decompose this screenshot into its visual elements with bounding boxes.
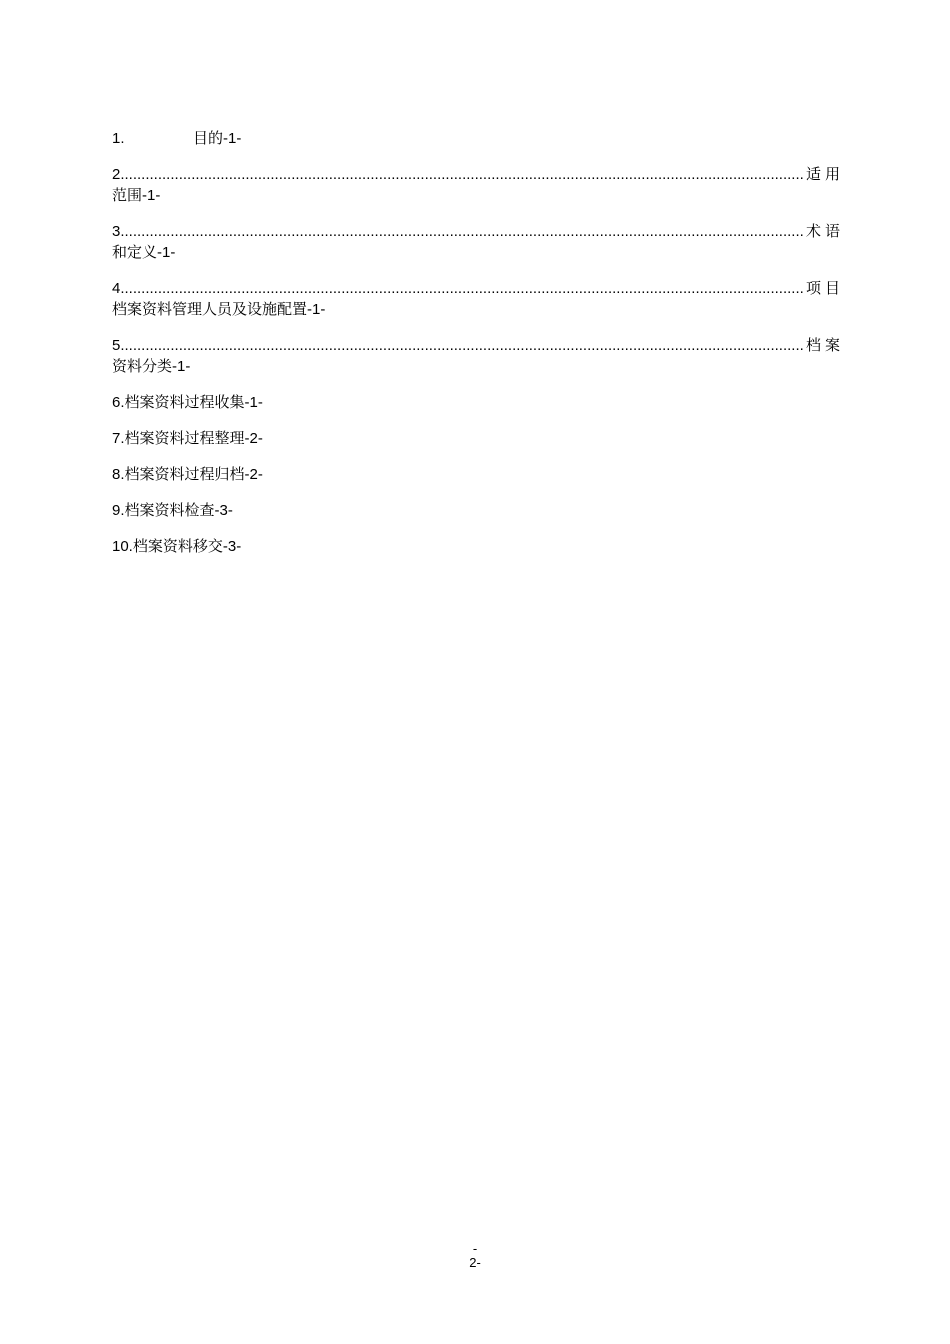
page-number-prefix: - (472, 1241, 478, 1256)
toc-entry-title-start: 项目 (805, 280, 844, 297)
toc-entry-title-start: 档案 (805, 337, 844, 354)
toc-entry-number: 4 (112, 280, 121, 297)
dot-leader (120, 278, 804, 299)
toc-entry-6[interactable]: 6.档案资料过程收集-1- (112, 394, 263, 411)
toc-entry-number: 1. (112, 130, 125, 147)
toc-entry-9[interactable]: 9.档案资料检查-3- (112, 502, 233, 519)
toc-entry-7[interactable]: 7.档案资料过程整理-2- (112, 430, 263, 447)
toc-entry-3[interactable] (112, 221, 844, 263)
toc-entry-4[interactable] (112, 278, 844, 320)
table-of-contents (112, 128, 844, 572)
toc-leader-line (112, 335, 844, 356)
toc-entry-number: 3 (112, 223, 121, 240)
dot-leader (120, 335, 804, 356)
toc-entry-10[interactable]: 10.档案资料移交-3- (112, 538, 242, 555)
toc-entry-title-start: 适用 (805, 166, 844, 183)
dot-leader (120, 221, 804, 242)
toc-entry-5[interactable] (112, 335, 844, 377)
page-footer (0, 1242, 950, 1270)
toc-entry-1[interactable] (112, 128, 840, 149)
toc-leader-line (112, 278, 844, 299)
toc-entry-title: 目的-1- (193, 130, 242, 147)
toc-entry-title-continued: 档案资料管理人员及设施配置-1- (112, 301, 326, 318)
toc-entry-title-start: 术语 (805, 223, 844, 240)
toc-leader-line (112, 221, 844, 242)
page-number: 2- (469, 1255, 481, 1270)
toc-leader-line (112, 164, 844, 185)
toc-entry-number: 5 (112, 337, 121, 354)
toc-entry-title-continued: 范围-1- (112, 187, 161, 204)
toc-entry-8[interactable]: 8.档案资料过程归档-2- (112, 466, 263, 483)
toc-entry-number: 2 (112, 166, 121, 183)
toc-entry-title-continued: 和定义-1- (112, 244, 176, 261)
toc-entry-2[interactable] (112, 164, 844, 206)
toc-entry-title-continued: 资料分类-1- (112, 358, 191, 375)
dot-leader (120, 164, 804, 185)
